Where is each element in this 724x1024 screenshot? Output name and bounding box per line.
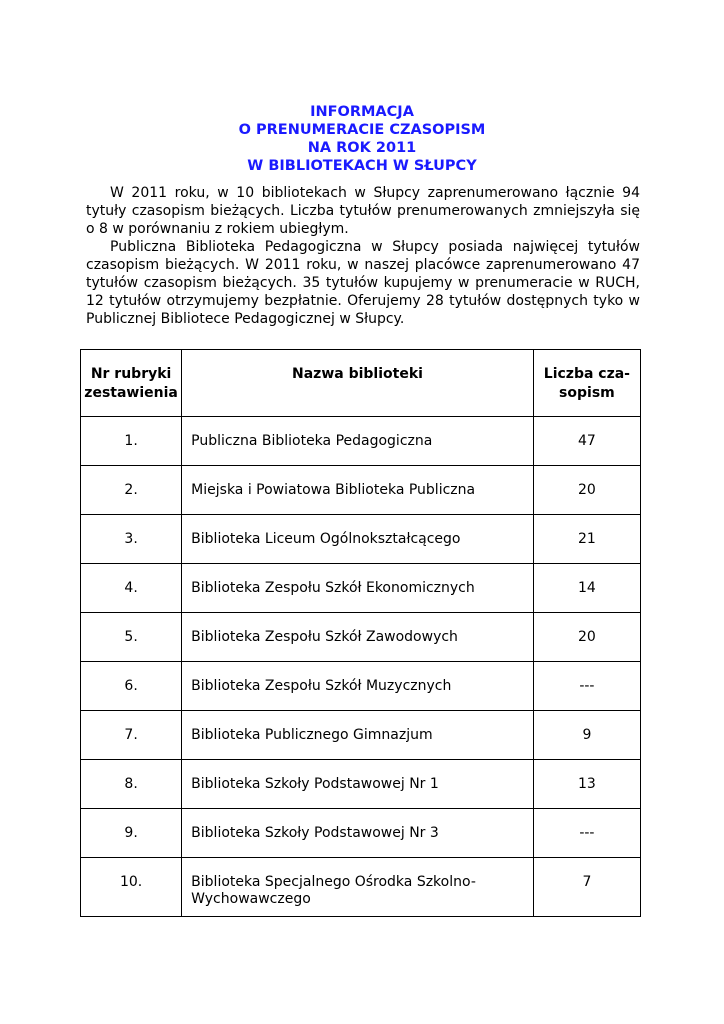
table-row xyxy=(81,466,641,515)
table-row xyxy=(81,711,641,760)
row-count: 13 xyxy=(533,760,640,809)
header-count-line-1: Liczba cza- xyxy=(543,366,630,382)
row-count: --- xyxy=(533,809,640,858)
header-name-label: Nazwa biblioteki xyxy=(292,366,423,382)
row-name: Biblioteka Zespołu Szkół Muzycznych xyxy=(182,662,534,711)
table-row xyxy=(81,760,641,809)
header-nr xyxy=(81,350,182,417)
body-text xyxy=(86,184,640,328)
header-nr-line-1: Nr rubryki xyxy=(90,366,172,382)
row-name: Biblioteka Szkoły Podstawowej Nr 1 xyxy=(182,760,534,809)
row-count: 9 xyxy=(533,711,640,760)
row-name: Biblioteka Specjalnego Ośrodka Szkolno-Wychowawczego xyxy=(182,858,534,917)
row-count: 7 xyxy=(533,858,640,917)
libraries-table xyxy=(80,349,641,917)
row-count: --- xyxy=(533,662,640,711)
table-header-row xyxy=(81,350,641,417)
paragraph-1: W 2011 roku, w 10 bibliotekach w Słupcy zaprenumerowano łącznie 94 tytuły czasopism bieżących. Liczba tytułów prenumerowanych zmniejszyła się o 8 w porównaniu z rokiem ubiegłym. xyxy=(86,185,640,237)
document-title xyxy=(0,103,724,175)
row-nr: 5. xyxy=(81,613,182,662)
row-name: Miejska i Powiatowa Biblioteka Publiczna xyxy=(182,466,534,515)
title-line-2: O PRENUMERACIE CZASOPISM xyxy=(238,122,486,138)
row-name: Biblioteka Liceum Ogólnokształcącego xyxy=(182,515,534,564)
row-count: 20 xyxy=(533,466,640,515)
paragraph-2: Publiczna Biblioteka Pedagogiczna w Słupcy posiada najwięcej tytułów czasopism bieżących. W 2011 roku, w naszej placówce zaprenumerowano 47 tytułów czasopism bieżących. 35 tytułów kupujemy w prenumeracie w RUCH, 12 tytułów otrzymujemy bezpłatnie. Oferujemy 28 tytułów dostępnych tyko w Publicznej Bibliotece Pedagogicznej w Słupcy. xyxy=(86,239,640,327)
header-name xyxy=(182,350,534,417)
table-row xyxy=(81,417,641,466)
row-nr: 7. xyxy=(81,711,182,760)
row-nr: 1. xyxy=(81,417,182,466)
table-row xyxy=(81,858,641,917)
row-count: 47 xyxy=(533,417,640,466)
header-count-line-2: sopism xyxy=(559,385,615,401)
row-count: 20 xyxy=(533,613,640,662)
row-nr: 8. xyxy=(81,760,182,809)
header-nr-line-2: zestawienia xyxy=(84,385,178,401)
table-row xyxy=(81,515,641,564)
table-row xyxy=(81,809,641,858)
row-nr: 9. xyxy=(81,809,182,858)
row-nr: 10. xyxy=(81,858,182,917)
row-nr: 3. xyxy=(81,515,182,564)
row-count: 21 xyxy=(533,515,640,564)
row-nr: 4. xyxy=(81,564,182,613)
row-name: Biblioteka Publicznego Gimnazjum xyxy=(182,711,534,760)
row-nr: 6. xyxy=(81,662,182,711)
row-nr: 2. xyxy=(81,466,182,515)
row-name: Biblioteka Zespołu Szkół Zawodowych xyxy=(182,613,534,662)
title-line-1: INFORMACJA xyxy=(310,104,414,120)
row-name: Biblioteka Zespołu Szkół Ekonomicznych xyxy=(182,564,534,613)
row-name: Biblioteka Szkoły Podstawowej Nr 3 xyxy=(182,809,534,858)
header-count xyxy=(533,350,640,417)
title-line-4: W BIBLIOTEKACH W SŁUPCY xyxy=(247,158,477,174)
title-line-3: NA ROK 2011 xyxy=(307,140,417,156)
row-count: 14 xyxy=(533,564,640,613)
table-row xyxy=(81,613,641,662)
table-row xyxy=(81,564,641,613)
table-row xyxy=(81,662,641,711)
row-name: Publiczna Biblioteka Pedagogiczna xyxy=(182,417,534,466)
